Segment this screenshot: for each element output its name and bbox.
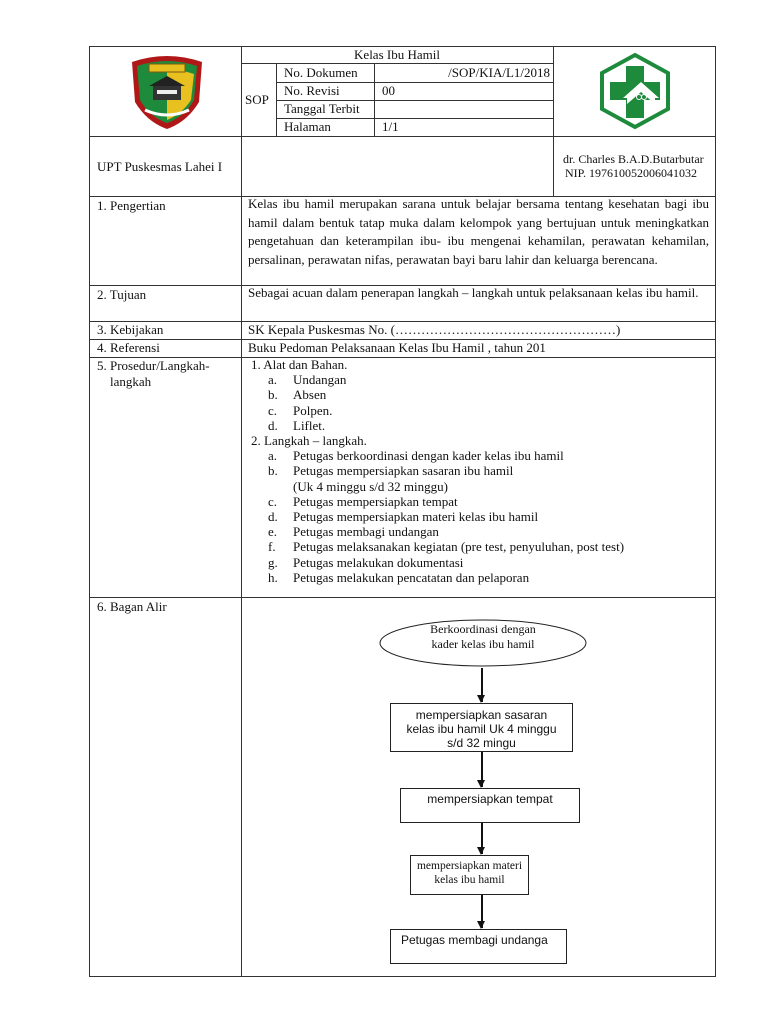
section-label-kebijakan: 3. Kebijakan xyxy=(97,322,164,337)
list-text: Petugas melakukan pencatatan dan pelaporan xyxy=(293,569,530,585)
list-text: Polpen. xyxy=(293,402,333,418)
border-left xyxy=(89,46,90,977)
flow-step-box: mempersiapkan tempat xyxy=(400,788,580,823)
flow-step-box: mempersiapkan sasaran kelas ibu hamil Uk 4 minggu s/d 32 mingu xyxy=(390,703,573,752)
col-divider xyxy=(241,46,242,977)
hdr-line xyxy=(374,63,375,136)
right-col-divider xyxy=(553,46,554,196)
revision-label: No. Revisi xyxy=(284,83,340,98)
list-item xyxy=(251,418,624,433)
list-item xyxy=(251,494,624,509)
list-text: Petugas berkoordinasi dengan kader kelas ibu hamil xyxy=(293,448,564,464)
list-marker: c. xyxy=(268,402,278,418)
list-marker: h. xyxy=(268,569,278,585)
list-marker: b. xyxy=(268,387,278,403)
list-marker: c. xyxy=(268,493,278,509)
section-label-tujuan: 2. Tujuan xyxy=(97,287,147,302)
list-text: Petugas mempersiapkan sasaran ibu hamil xyxy=(293,463,514,479)
section-label-prosedur: 5. Prosedur/Langkah- xyxy=(97,358,210,373)
list-text: Petugas melakukan dokumentasi xyxy=(293,554,464,570)
list-text: Petugas mempersiapkan materi kelas ibu hamil xyxy=(293,509,539,525)
border-bottom xyxy=(89,976,716,977)
list-marker: a. xyxy=(268,372,278,388)
list-item xyxy=(251,539,624,554)
list-marker: b. xyxy=(268,463,278,479)
referensi-text: Buku Pedoman Pelaksanaan Kelas Ibu Hamil , tahun 201 xyxy=(248,340,546,355)
doc-number-value: /SOP/KIA/L1/2018 xyxy=(448,65,550,80)
group-title: 1. Alat dan Bahan. xyxy=(251,357,348,372)
list-text: Liflet. xyxy=(293,417,326,433)
list-item xyxy=(251,524,624,539)
list-text: Petugas melaksanakan kegiatan (pre test, penyuluhan, post test) xyxy=(293,539,625,555)
page-label: Halaman xyxy=(284,119,331,134)
flow-step-box: Petugas membagi undanga xyxy=(390,929,567,964)
flow-step-box: mempersiapkan materi kelas ibu hamil xyxy=(410,855,529,895)
section-label-prosedur-cont: langkah xyxy=(110,374,152,389)
flow-arrow xyxy=(481,895,483,928)
list-text: Petugas mempersiapkan tempat xyxy=(293,493,458,509)
list-item xyxy=(251,509,624,524)
hdr-line xyxy=(276,63,277,136)
list-item xyxy=(251,479,624,494)
row-line xyxy=(89,597,716,598)
regency-emblem-logo xyxy=(127,52,207,130)
publish-date-label: Tanggal Terbit xyxy=(284,101,360,116)
list-item xyxy=(251,555,624,570)
revision-value: 00 xyxy=(382,83,395,98)
signer-name: dr. Charles B.A.D.Butarbutar xyxy=(563,152,704,166)
pengertian-text: Kelas ibu hamil merupakan sarana untuk belajar bersama tentang kesehatan bagi ibu hamil dalam bentuk tatap muka dalam kelompok yang bertujuan untuk meningkatkan pengetahuan dan keterampilan ibu- ibu mengenai kehamilan, perawatan kehamilan, persalinan, perawatan nifas, perawatan bayi baru lahir dan keluarga berencana. xyxy=(248,196,709,267)
flow-arrow xyxy=(481,668,483,702)
tujuan-text: Sebagai acuan dalam penerapan langkah – langkah untuk pelaksanaan kelas ibu hamil. xyxy=(248,285,699,300)
flow-arrow xyxy=(481,752,483,787)
list-marker: d. xyxy=(268,509,278,525)
list-text: Absen xyxy=(293,387,327,403)
list-marker: e. xyxy=(268,524,278,540)
list-text: Petugas membagi undangan xyxy=(293,524,439,540)
list-item xyxy=(251,570,624,585)
group-title: 2. Langkah – langkah. xyxy=(251,433,367,449)
list-item xyxy=(251,387,624,402)
signer-nip: NIP. 197610052006041032 xyxy=(565,166,698,180)
doc-number-label: No. Dokumen xyxy=(284,65,358,80)
list-marker: g. xyxy=(268,554,278,570)
page-value: 1/1 xyxy=(382,119,399,134)
section-label-referensi: 4. Referensi xyxy=(97,340,160,355)
row-line xyxy=(89,136,716,137)
list-text: Undangan xyxy=(293,372,347,388)
list-marker xyxy=(268,479,293,494)
section-label-bagan: 6. Bagan Alir xyxy=(97,599,167,614)
sop-label: SOP xyxy=(245,92,269,107)
kebijakan-text: SK Kepala Puskesmas No. (……………………………………………) xyxy=(248,322,621,337)
list-item xyxy=(251,403,624,418)
list-item xyxy=(251,372,624,387)
list-marker: f. xyxy=(268,539,276,555)
list-item xyxy=(251,463,624,478)
flow-arrow xyxy=(481,823,483,854)
list-marker: a. xyxy=(268,448,278,464)
section-label-pengertian: 1. Pengertian xyxy=(97,198,166,213)
hdr-line xyxy=(241,63,553,64)
border-right xyxy=(715,46,716,977)
list-marker: d. xyxy=(268,417,278,433)
procedure-list xyxy=(251,357,624,585)
list-item xyxy=(251,448,624,463)
flow-node-text: Berkoordinasi dengan kader kelas ibu hamil xyxy=(430,622,536,651)
document-title: Kelas Ibu Hamil xyxy=(354,47,440,62)
organization-name: UPT Puskesmas Lahei I xyxy=(97,159,223,174)
puskesmas-logo xyxy=(595,52,675,130)
list-text: (Uk 4 minggu s/d 32 minggu) xyxy=(293,478,448,494)
